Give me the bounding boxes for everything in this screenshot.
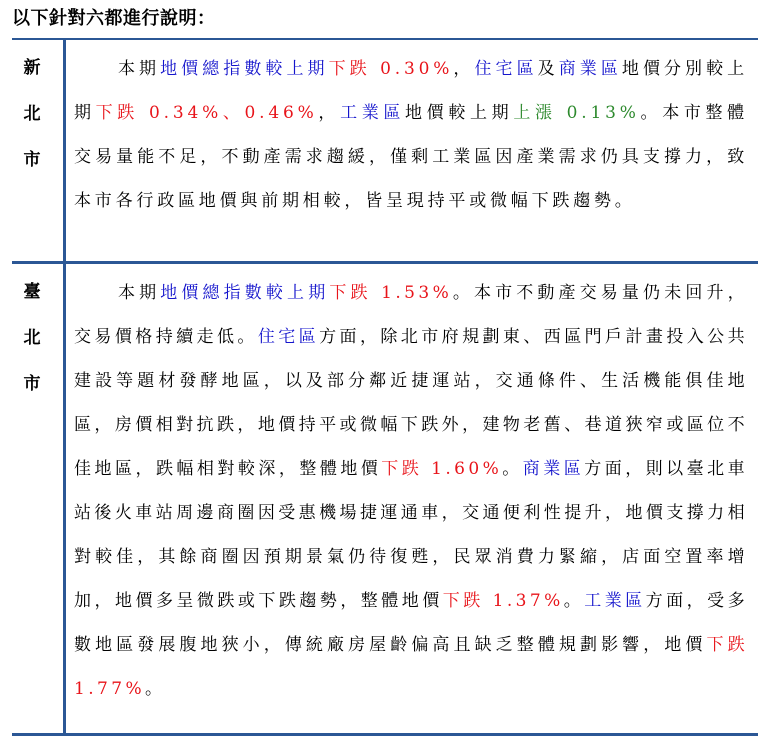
paragraph-text: 本期	[118, 283, 161, 303]
paragraph-text: 。本市整體交易量能不足，不動產需求趨緩，僅剩工業區因產業需求仍具支撐力，致本市各行政區地價與前期相較，皆呈現持平或微幅下跌趨勢。	[74, 103, 748, 211]
row-label-char: 臺	[23, 282, 41, 302]
table-top-border	[12, 38, 758, 40]
highlighted-term: 工業區	[584, 591, 646, 611]
paragraph-text: 。	[563, 591, 585, 611]
paragraph-text: 方面，則以臺北車站後火車站周邊商圈因受惠機場捷運通車，交通便利性提升，地價支撐力相對較佳，其餘商圈因預期景氣仍待復甦，民眾消費力緊縮，店面空置率增加，地價多呈微跌或下跌趨勢，整體地價	[74, 459, 749, 611]
highlighted-term: 上漲 0.13%	[513, 103, 640, 123]
row-label-char: 市	[23, 150, 41, 170]
highlighted-term: 商業區	[558, 59, 622, 79]
highlighted-term: 工業區	[340, 103, 406, 123]
paragraph-text: 。	[145, 679, 166, 699]
highlighted-term: 下跌 1.60%	[381, 459, 503, 479]
paragraph-text: 。	[502, 459, 523, 479]
paragraph-text: 地價分別較上期	[74, 59, 748, 123]
paragraph-text: 。本市不動產交易量仍未回升，交易價格持續走低。	[74, 283, 748, 347]
row-label-taipei	[14, 279, 50, 417]
highlighted-term: 住宅區	[257, 327, 320, 347]
paragraph-taipei	[74, 271, 748, 711]
row-divider	[12, 261, 758, 264]
paragraph-new-taipei	[74, 47, 748, 223]
highlighted-term: 下跌 1.53%	[329, 283, 453, 303]
paragraph-text: 地價較上期	[405, 103, 514, 123]
highlighted-term: 下跌 0.30%	[328, 59, 454, 79]
row-label-char: 新	[23, 58, 41, 78]
column-divider	[63, 38, 66, 736]
row-label-char: 北	[23, 328, 41, 348]
row-label-char: 北	[23, 104, 41, 124]
highlighted-term: 商業區	[522, 459, 585, 479]
highlighted-term: 地價總指數較上期	[160, 59, 329, 79]
highlighted-term: 下跌 1.37%	[442, 591, 564, 611]
paragraph-text: 方面，受多數地區發展腹地狹小，傳統廠房屋齡偏高且缺乏整體規劃影響，地價	[74, 591, 749, 655]
paragraph-text: 及	[537, 59, 559, 79]
highlighted-term: 下跌 1.77%	[74, 635, 748, 699]
highlighted-term: 下跌 0.34%、0.46%	[95, 103, 318, 123]
paragraph-text: ，	[317, 103, 341, 123]
paragraph-text: 本期	[118, 59, 161, 79]
paragraph-text: 方面，除北市府規劃東、西區門戶計畫投入公共建設等題材發酵地區，以及部分鄰近捷運站，交通條件、生活機能俱佳地區，房價相對抗跌，地價持平或微幅下跌外，建物老舊、巷道狹窄或區位不佳地區，跌幅相對較深，整體地價	[74, 327, 748, 479]
highlighted-term: 住宅區	[474, 59, 538, 79]
page-heading: 以下針對六都進行說明：	[12, 8, 216, 29]
highlighted-term: 地價總指數較上期	[160, 283, 330, 303]
paragraph-text: ，	[453, 59, 475, 79]
row-label-char: 市	[23, 374, 41, 394]
row-label-new-taipei	[14, 55, 50, 193]
